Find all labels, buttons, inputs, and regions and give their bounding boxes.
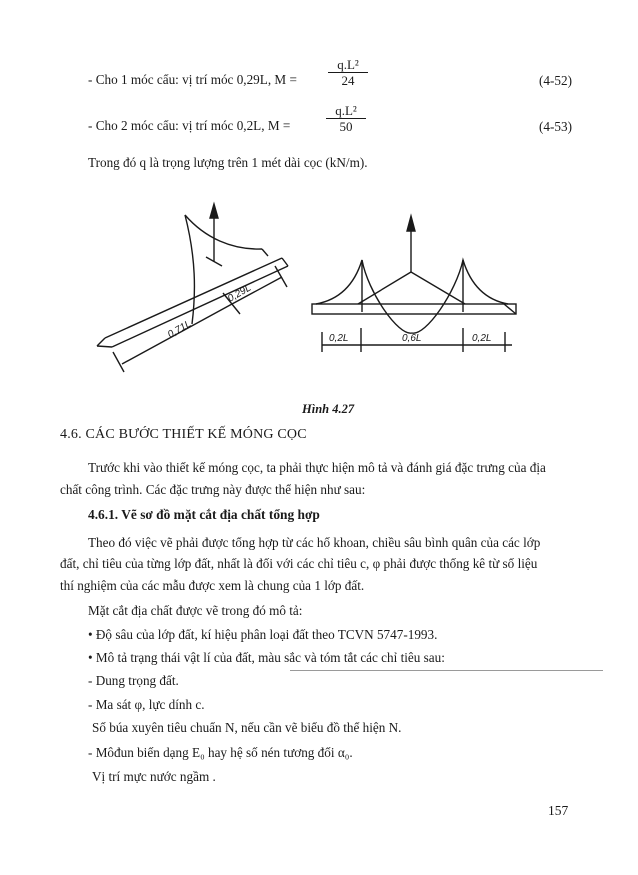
formula-1-numerator: q.L² (328, 57, 368, 73)
equation-number-4-52: (4-52) (539, 73, 572, 88)
right-lift-arrow (407, 216, 415, 231)
left-dim-tick-1 (113, 352, 124, 372)
bullet-state: • Mô tả trạng thái vật lí của đất, màu sắc và tóm tắt các chỉ tiêu sau: (88, 650, 445, 665)
para1-line1: Trước khi vào thiết kế móng cọc, ta phải thực hiện mô tả và đánh giá đặc trưng của địa (88, 460, 546, 475)
left-pile-tip-1 (97, 338, 105, 346)
right-pile-tip (504, 304, 516, 314)
formula-2-text: - Cho 2 móc cẩu: vị trí móc 0,2L, M = (88, 118, 291, 133)
left-label-029L: 0,29L (226, 282, 254, 305)
left-lift-arrow (210, 204, 218, 218)
figure-caption: Hình 4.27 (302, 402, 355, 416)
para1-line2: chất công trình. Các đặc trưng này được thể hiện như sau: (60, 482, 366, 497)
formula-2-denominator: 50 (339, 119, 353, 134)
page-number: 157 (548, 803, 569, 818)
scan-artifact-line (290, 670, 603, 671)
formula-1-text: - Cho 1 móc cẩu: vị trí móc 0,29L, M = (88, 72, 297, 87)
left-moment-curve-upper (185, 215, 262, 249)
right-moment-curve (316, 260, 508, 333)
dash-unit-weight: - Dung trọng đất. (88, 673, 179, 688)
dash-modulus: - Môđun biến dạng E₀ hay hệ số nén tương đối α₀. (88, 745, 353, 760)
formula-note: Trong đó q là trọng lượng trên 1 mét dài cọc (kN/m). (88, 155, 368, 170)
section-title: 4.6. CÁC BƯỚC THIẾT KẾ MÓNG CỌC (60, 427, 307, 442)
para3: Mặt cắt địa chất được vẽ trong đó mô tả: (88, 603, 303, 618)
para2-line2: đất, chỉ tiêu của từng lớp đất, nhất là đối với các chỉ tiêu c, φ phải được thống kê từ số liệu (60, 556, 538, 571)
right-pile (312, 304, 516, 314)
right-label-02L-left: 0,2L (329, 333, 349, 344)
right-label-06L: 0,6L (402, 333, 422, 344)
line-water-table: Vị trí mực nước ngầm . (92, 769, 216, 784)
left-moment-curve-lower (185, 215, 194, 324)
bullet-depth: • Độ sâu của lớp đất, kí hiệu phân loại đất theo TCVN 5747-1993. (88, 627, 438, 642)
right-label-02L-right: 0,2L (472, 333, 492, 344)
formula-1-denominator: 24 (341, 73, 355, 88)
dash-friction: - Ma sát φ, lực dính c. (88, 697, 205, 712)
left-label-071L: 0,71L (166, 318, 194, 341)
line-spt: Số búa xuyên tiêu chuẩn N, nếu cần vẽ biểu đồ thể hiện N. (92, 720, 402, 735)
left-moment-curve-end (262, 249, 268, 256)
left-pile-bottom-edge (112, 266, 288, 347)
para2-line3: thí nghiệm của các mẫu được xem là chung của 1 lớp đất. (60, 578, 365, 593)
left-pile-head (282, 258, 288, 266)
formula-2-numerator: q.L² (326, 103, 366, 119)
para2-line1: Theo đó việc vẽ phải được tổng hợp từ các hố khoan, chiều sâu bình quân của các lớp (88, 535, 541, 550)
right-pile-diagram (312, 216, 516, 352)
figure-4-27 (0, 0, 638, 400)
left-pile-diagram (97, 204, 288, 372)
right-sling-right (411, 272, 465, 304)
left-pile-tip-2 (97, 346, 112, 347)
equation-number-4-53: (4-53) (539, 119, 572, 134)
subsection-title: 4.6.1. Vẽ sơ đồ mặt cắt địa chất tổng hợp (88, 507, 320, 522)
